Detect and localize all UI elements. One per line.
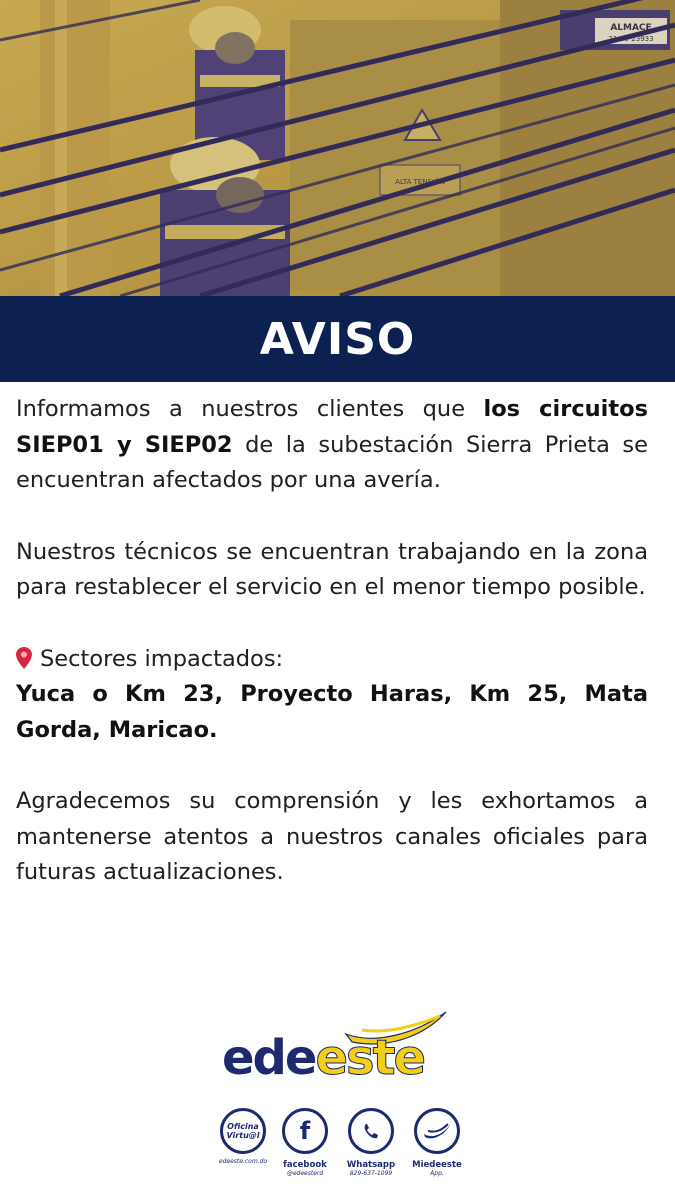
affected-circuits: los circuitos SIEP01 y SIEP02 bbox=[16, 396, 648, 458]
social-links bbox=[208, 1108, 468, 1198]
whatsapp-icon bbox=[348, 1108, 394, 1154]
map-pin-icon bbox=[16, 647, 32, 669]
facebook-link[interactable]: f facebook @edeesterd bbox=[270, 1108, 340, 1178]
oficina-virtual-icon: Oficina Virtu@l bbox=[220, 1108, 266, 1154]
sectors-label: Sectores impactados: bbox=[16, 642, 648, 678]
technicians-illustration bbox=[0, 0, 675, 296]
app-link[interactable]: Miedeeste App. bbox=[402, 1108, 472, 1178]
warning-text: ALTA TENSIÓN bbox=[395, 178, 445, 186]
aviso-banner bbox=[0, 296, 675, 382]
edeeste-logo bbox=[222, 1008, 454, 1088]
app-icon bbox=[414, 1108, 460, 1154]
logo-wordmark: edeeste bbox=[222, 1030, 425, 1086]
paragraph-intro: Informamos a nuestros clientes que los circuitos SIEP01 y SIEP02 de la subestación Sierra Prieta se encuentran afectados por una avería. bbox=[16, 396, 648, 493]
oficina-virtual-link[interactable]: Oficina Virtu@l edeeste.com.do bbox=[208, 1108, 278, 1166]
sectors-list: Yuca o Km 23, Proyecto Haras, Km 25, Mata Gorda, Maricao. bbox=[16, 681, 648, 743]
facebook-icon: f bbox=[282, 1108, 328, 1154]
notice-body bbox=[16, 392, 648, 927]
hero-photo bbox=[0, 0, 675, 296]
paragraph-closing: Agradecemos su comprensión y les exhortamos a mantenerse atentos a nuestros canales oficiales para futuras actualizaciones. bbox=[16, 788, 648, 885]
sign-number: 21-09-23933 bbox=[608, 35, 654, 43]
paragraph-technicians: Nuestros técnicos se encuentran trabajando en la zona para restablecer el servicio en el menor tiempo posible. bbox=[16, 538, 648, 600]
sign-text: ALMACE bbox=[610, 23, 652, 33]
page-title: AVISO bbox=[259, 313, 416, 365]
whatsapp-link[interactable]: Whatsapp 829-637-1099 bbox=[336, 1108, 406, 1178]
